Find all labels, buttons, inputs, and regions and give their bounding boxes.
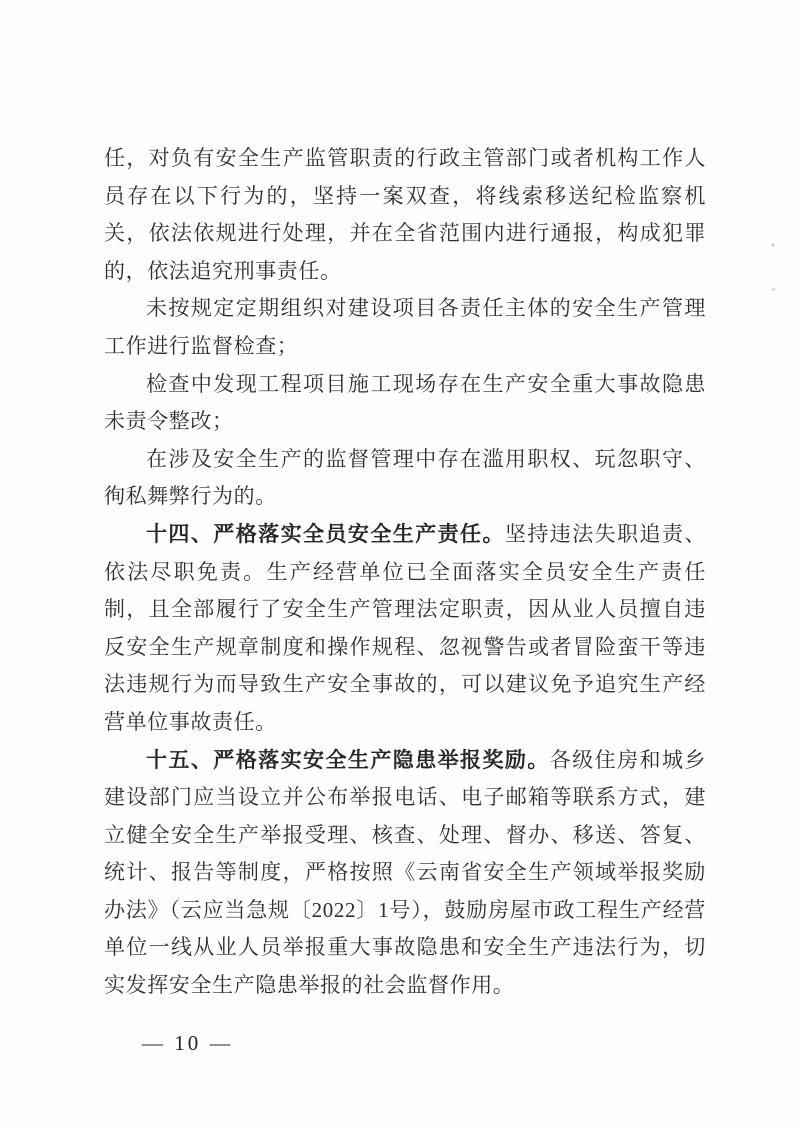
paragraph-clause-3	[104, 441, 706, 516]
paragraph-text: 坚持违法失职追责、依法尽职免责。生产经营单位已全面落实全员安全生产责任制，且全部履行了安全生产管理法定职责，因从业人员擅自违反安全生产规章制度和操作规程、忽视警告或者冒险蛮干等违法违规行为而导致生产安全事故的，可以建议免予追究生产经营单位事故责任。	[104, 521, 706, 734]
paragraph-clause-1	[104, 290, 706, 365]
scan-artifact	[772, 288, 775, 291]
section-15-heading: 十五、严格落实安全生产隐患举报奖励。	[146, 747, 550, 772]
section-14-heading: 十四、严格落实全员安全生产责任。	[146, 521, 505, 546]
paragraph-section-14	[104, 516, 706, 742]
scan-artifact	[771, 243, 775, 247]
paragraph-text: 检查中发现工程项目施工现场存在生产安全重大事故隐患未责令整改；	[104, 371, 706, 434]
paragraph-text: 任，对负有安全生产监管职责的行政主管部门或者机构工作人员存在以下行为的，坚持一案双查，将线索移送纪检监察机关，依法依规进行处理，并在全省范围内进行通报，构成犯罪的，依法追究刑事责任。	[104, 146, 706, 283]
paragraph-clause-2	[104, 366, 706, 441]
paragraph-continuation	[104, 140, 706, 290]
page-number: — 10 —	[142, 1031, 234, 1055]
paragraph-text: 在涉及安全生产的监督管理中存在滥用职权、玩忽职守、徇私舞弊行为的。	[104, 446, 706, 509]
paragraph-text: 各级住房和城乡建设部门应当设立并公布举报电话、电子邮箱等联系方式，建立健全安全生产举报受理、核查、处理、督办、移送、答复、统计、报告等制度，严格按照《云南省安全生产领域举报奖励办法》（云应当急规〔2022〕1号），鼓励房屋市政工程生产经营单位一线从业人员举报重大事故隐患和安全生产违法行为，切实发挥安全生产隐患举报的社会监督作用。	[104, 747, 706, 998]
paragraph-text: 未按规定定期组织对建设项目各责任主体的安全生产管理工作进行监督检查；	[104, 296, 706, 358]
document-body	[104, 140, 706, 1005]
paragraph-section-15	[104, 742, 706, 1005]
